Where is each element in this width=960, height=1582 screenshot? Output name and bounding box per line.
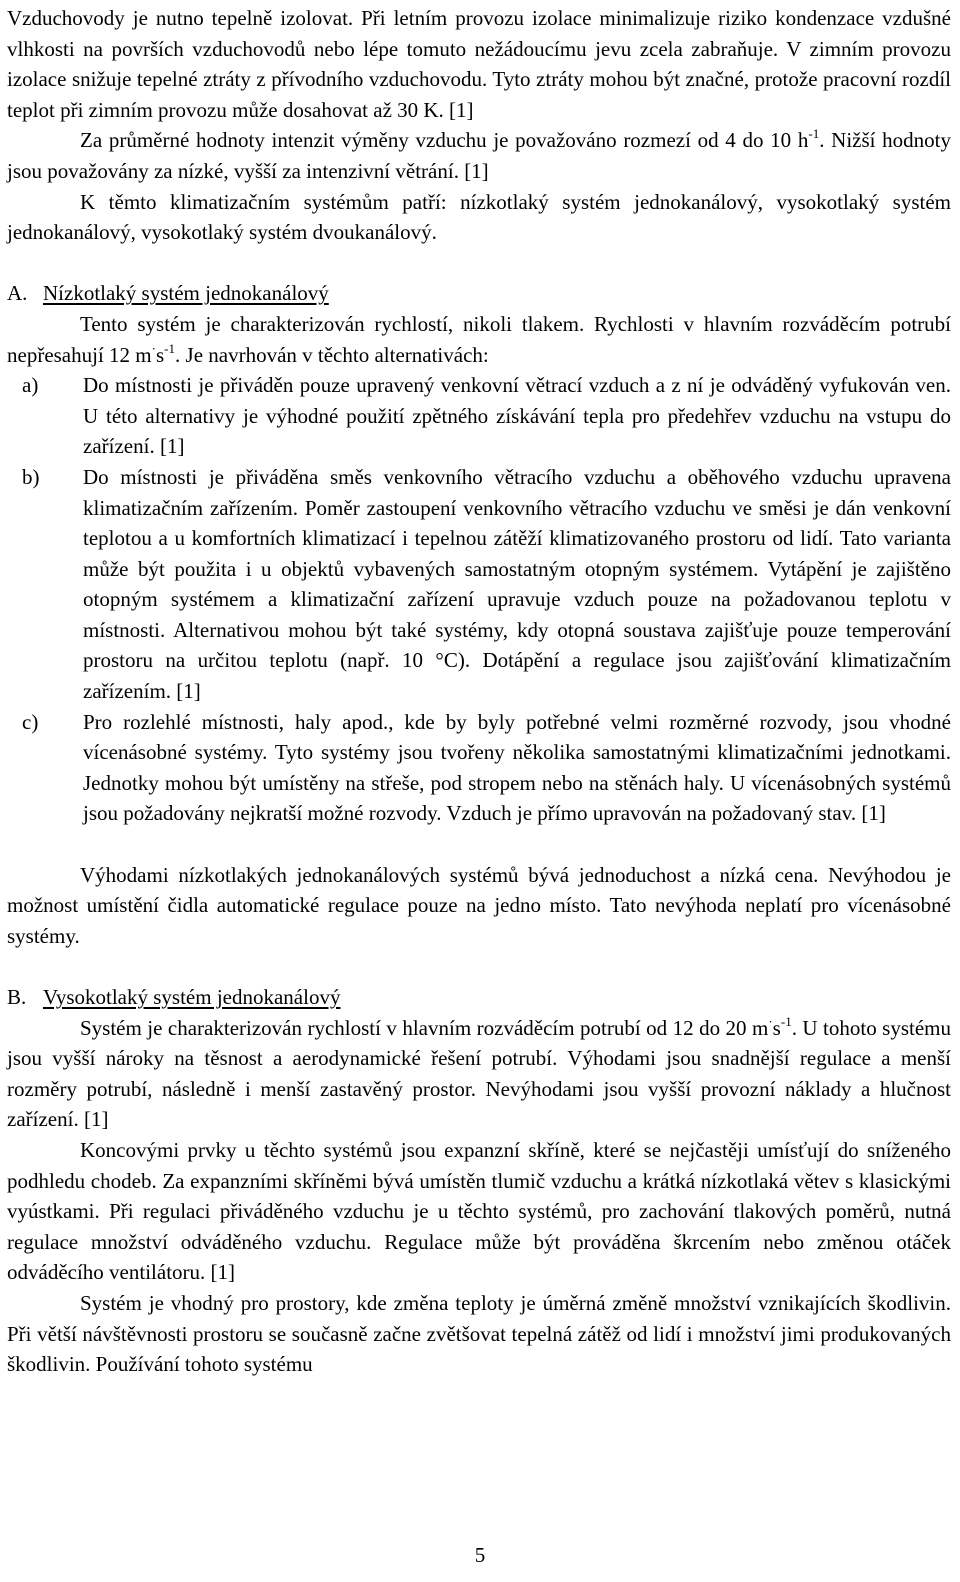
section-a-title: Nízkotlaký systém jednokanálový [43,281,329,306]
list-item-marker: b) [22,464,40,489]
page-number: 5 [474,1543,486,1567]
section-b-paragraph-terminals: Koncovými prvky u těchto systémů jsou expanzní skříně, které se nejčastěji umísťují do sníženého podhledu chodeb. Za expanzními skříněmi bývá umístěn tlumič vzduchu a krátká nízkotlaká větev s klasickými vyústkami. Při regulaci přiváděného vzduchu je u těchto systémů, pro zachování tlakových poměrů, nutná regulace množství odváděného vzduchu. Regulace může být prováděna škrcením nebo změnou otáček odváděcího ventilátoru. [1] [7,1137,951,1285]
paragraph-air-exchange [7,125,951,186]
paragraph-insulation: Vzduchovody je nutno tepelně izolovat. Při letním provozu izolace minimalizuje riziko kondenzace vzdušné vlhkosti na površích vzduchovodů nebo lépe tomuto nežádoucímu jevu zcela zabraňuje. V zimním provozu izolace snižuje tepelné ztráty z přívodního vzduchovodu. Tyto ztráty mohou být značné, protože pracovní rozdíl teplot při zimním provozu může dosahovat až 30 K. [1] [7,6,951,122]
section-b-paragraph-velocity [7,1013,951,1135]
section-a-intro-exponent: -1 [164,340,176,356]
section-a-intro-unit: s [155,342,165,367]
section-b-velocity-start: Systém je charakterizován rychlostí v hlavním rozváděcím potrubí od 12 do 20 m [80,1015,769,1040]
spacer [7,248,951,279]
section-a-intro-dot: · [151,340,156,356]
spacer [7,829,951,860]
section-a-intro-start: Tento systém je charakterizován rychlostí, nikoli tlakem. Rychlosti v hlavním rozváděcím potrubí nepřesahují 12 m [7,311,951,367]
list-item-marker: a) [22,373,39,398]
list-item-marker: c) [22,709,39,734]
section-a-intro [7,309,951,370]
air-exchange-exponent: -1 [808,126,820,142]
section-b-velocity-unit: s [772,1015,781,1040]
section-a-summary: Výhodami nízkotlakých jednokanálových systémů bývá jednoduchost a nízká cena. Nevýhodou je možnost umístění čidla automatické regulace pouze na jedno místo. Tato nevýhoda neplatí pro vícenásobné systémy. [7,862,951,948]
list-item-text: Do místnosti je přiváděn pouze upravený venkovní větrací vzduch a z ní je odváděný vyfukován ven. U této alternativy je výhodné použití zpětného získávání tepla pro předehřev vzduchu na vstupu do zařízení. [1] [83,373,951,459]
section-b-heading [7,982,951,1013]
list-item-text: Pro rozlehlé místnosti, haly apod., kde by byly potřebné velmi rozměrné rozvody, jsou vhodné vícenásobné systémy. Tyto systémy jsou tvořeny několika samostatnými klimatizačními jednotkami. Jednotky mohou být umístěny na střeše, pod stropem nebo na stěnách haly. U vícenásobných systémů jsou požadovány nejkratší možné rozvody. Vzduch je přímo upravován na požadovaný stav. [1] [83,709,951,826]
section-b-letter: B. [7,985,27,1009]
air-exchange-text-start: Za průměrné hodnoty intenzit výměny vzduchu je považováno rozmezí od 4 do 10 h [80,128,809,153]
list-item [7,462,951,707]
air-exchange-text-end: . Nižší hodnoty jsou považovány za nízké, vyšší za intenzivní větrání. [1] [7,128,951,183]
section-b-paragraph-suitability: Systém je vhodný pro prostory, kde změna teploty je úměrná změně množství vznikajících škodlivin. Při větší návštěvnosti prostoru se současně začne zvětšovat tepelná zátěž od lidí i množství jimi produkovaných škodlivin. Používání tohoto systému [7,1290,951,1377]
list-item [7,707,951,829]
document-page [7,3,951,1380]
spacer [7,951,951,982]
section-b-title: Vysokotlaký systém jednokanálový [43,985,341,1009]
section-a-letter: A. [7,281,28,306]
section-a-intro-end: . Je navrhován v těchto alternativách: [175,342,489,367]
paragraph-system-types: K těmto klimatizačním systémům patří: nízkotlaký systém jednokanálový, vysokotlaký systém jednokanálový, vysokotlaký systém dvoukanálový. [7,189,951,245]
list-item [7,370,951,462]
list-item-text: Do místnosti je přiváděna směs venkovního větracího vzduchu a oběhového vzduchu upravena klimatizačním zařízením. Poměr zastoupení venkovního větracího vzduchu ve směsi je dán venkovní teplotou a u komfortních klimatizací i tepelnou zátěží klimatizovaného prostoru od lidí. Tato varianta může být použita i u objektů vybavených samostatným otopným systémem. Vytápění je zajištěno otopným systémem a klimatizační zařízení upravuje vzduch pouze na požadovanou teplotu v místnosti. Alternativou mohou být také systémy, kdy otopná soustava zajišťuje pouze temperování prostoru na určitou teplotu (např. 10 °C). Dotápění a regulace jsou zajišťování klimatizačním zařízením. [1] [83,464,951,704]
section-b-velocity-dot: · [768,1013,773,1029]
section-b-velocity-exponent: -1 [780,1013,792,1029]
section-a-heading [7,278,951,309]
section-b-velocity-end: . U tohoto systému jsou vyšší nároky na těsnost a aerodynamické řešení potrubí. Výhodami jsou snadnější regulace a menší rozměry potrubí, následně i menší zastavěný prostor. Nevýhodami jsou vyšší provozní náklady a hlučnost zařízení. [1] [7,1015,951,1132]
